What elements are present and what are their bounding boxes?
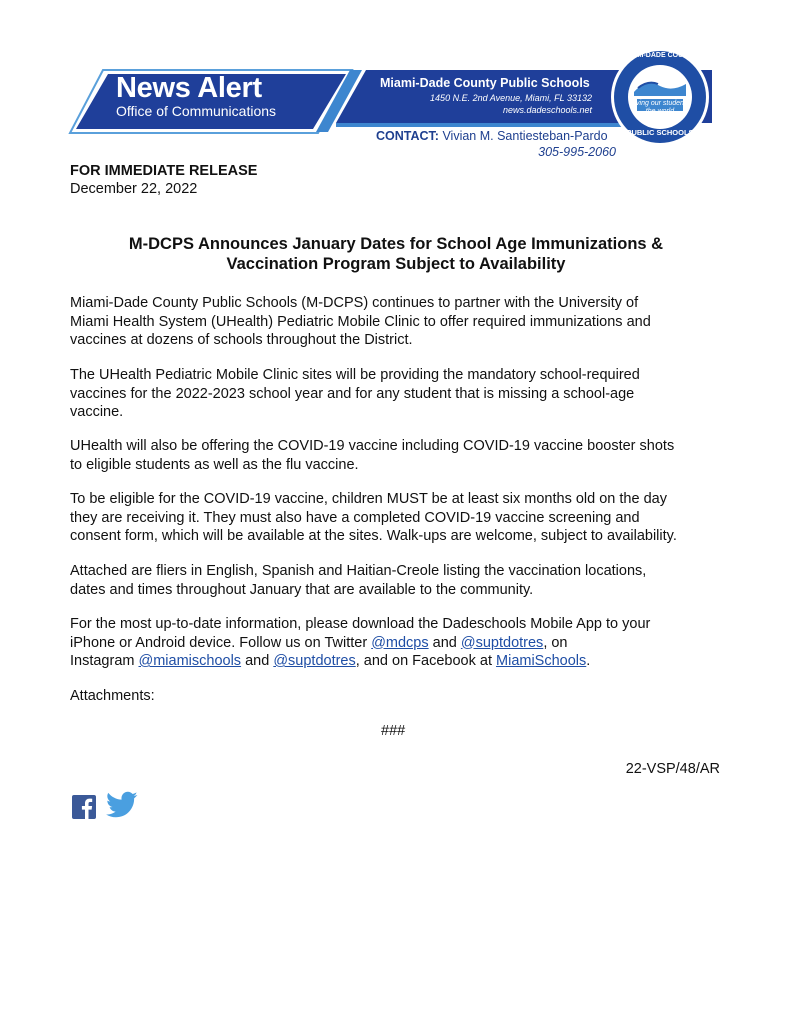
text-line: Miami Health System (UHealth) Pediatric Mobile Clinic to offer required immunizations and (70, 313, 651, 330)
text-line (70, 634, 734, 653)
text-line: The UHealth Pediatric Mobile Clinic sites will be providing the mandatory school-required (70, 367, 640, 383)
end-marker: ### (381, 723, 406, 739)
instagram-suptdotres-link[interactable]: @suptdotres (273, 653, 356, 669)
text-line: dates and times throughout January that are available to the community. (70, 581, 534, 598)
text-span: iPhone or Android device. Follow us on Twitter (70, 634, 372, 651)
text-line: UHealth will also be offering the COVID-19 vaccine including COVID-19 vaccine booster shots (70, 438, 675, 454)
paragraph-attachments (70, 562, 734, 599)
news-alert-title: News Alert (116, 72, 262, 104)
instagram-miamischools-link[interactable]: @miamischools (138, 653, 242, 669)
release-label: FOR IMMEDIATE RELEASE (70, 163, 258, 179)
text-span: , on (543, 634, 568, 651)
logo-tagline: giving our students the world (630, 100, 690, 115)
twitter-suptdotres-link[interactable]: @suptdotres (460, 634, 544, 651)
text-line: For the most up-to-date information, please download the Dadeschools Mobile App to your (70, 616, 651, 632)
org-address: 1450 N.E. 2nd Avenue, Miami, FL 33132 (430, 93, 592, 103)
paragraph-eligibility (70, 490, 734, 546)
text-span: , and on Facebook at (355, 653, 497, 669)
text-line: consent form, which will be available at the sites. Walk-ups are welcome, subject to availability. (70, 528, 677, 544)
text-line: vaccine. (70, 404, 124, 420)
paragraph-intro (70, 294, 734, 350)
text-span: and (428, 634, 461, 651)
text-line: Attached are fliers in English, Spanish and Haitian-Creole listing the vaccination locations, (70, 563, 647, 579)
text-line: vaccines for the 2022-2023 school year and for any student that is missing a school-age (70, 385, 635, 402)
org-website: news.dadeschools.net (502, 105, 592, 115)
text-span: Instagram (70, 653, 139, 669)
paragraph-social (70, 615, 734, 671)
text-span: . (586, 653, 591, 669)
office-subtitle: Office of Communications (116, 103, 277, 119)
headline-line: Vaccination Program Subject to Availability (226, 255, 566, 273)
reference-code: 22-VSP/48/AR (625, 761, 720, 777)
contact-line (376, 129, 608, 143)
headline-line: M-DCPS Announces January Dates for School Age Immunizations & (128, 235, 664, 253)
logo-ring-text: MIAMI-DADE COUNTY (622, 52, 698, 59)
twitter-icon[interactable] (106, 791, 138, 819)
contact-name: Vivian M. Santiesteban-Pardo (442, 129, 608, 143)
text-line: To be eligible for the COVID-19 vaccine, children MUST be at least six months old on the day (70, 491, 667, 507)
twitter-mdcps-link[interactable]: @mdcps (371, 634, 429, 651)
contact-label: CONTACT: (376, 129, 439, 143)
text-line: they are receiving it. They must also have a completed COVID-19 vaccine screening and (70, 509, 640, 526)
text-line (70, 652, 734, 671)
release-date: December 22, 2022 (70, 181, 198, 197)
text-line: to eligible students as well as the flu vaccine. (70, 456, 359, 473)
paragraph-covid (70, 437, 734, 474)
logo-ring-text-bottom: PUBLIC SCHOOLS (626, 128, 694, 137)
headline (60, 234, 732, 274)
contact-phone: 305-995-2060 (538, 145, 616, 159)
text-line: vaccines at dozens of schools throughout the District. (70, 332, 413, 348)
facebook-icon[interactable] (72, 795, 96, 819)
text-span: and (241, 653, 274, 669)
paragraph-clinic (70, 366, 734, 422)
text-line: Miami-Dade County Public Schools (M-DCPS) continues to partner with the University of (70, 295, 639, 311)
facebook-miamischools-link[interactable]: MiamiSchools (496, 653, 587, 669)
attachments-label: Attachments: (70, 688, 155, 704)
org-name: Miami-Dade County Public Schools (380, 76, 590, 90)
